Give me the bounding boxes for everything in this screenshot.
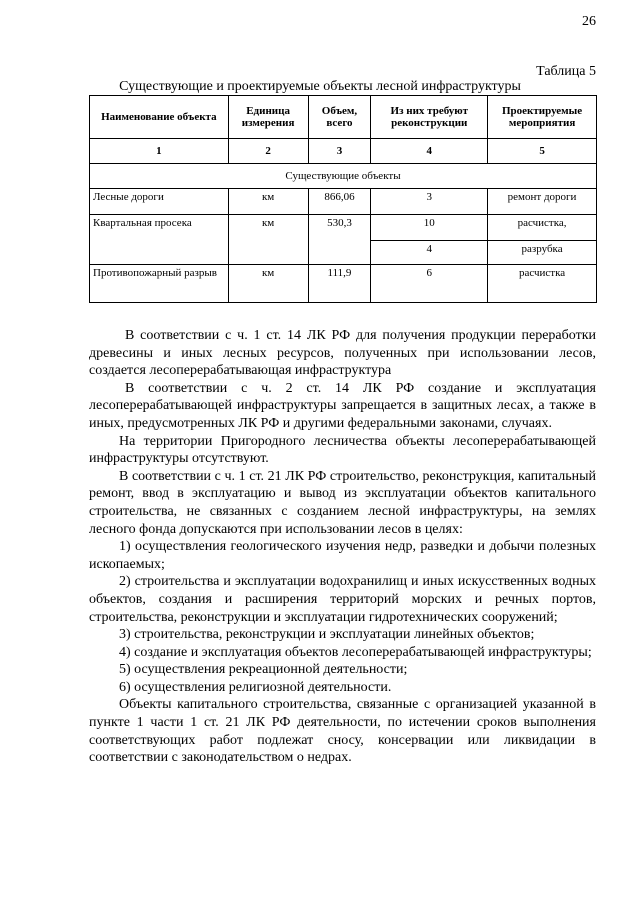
row-reconstruct: 4 [371, 241, 488, 265]
list-item: 4) создание и эксплуатация объектов лесоперерабатывающей инфраструктуры; [119, 644, 592, 660]
infrastructure-table [89, 95, 597, 303]
row-name: Квартальная просека [90, 215, 229, 265]
list-item: 5) осуществления рекреационной деятельности; [119, 662, 408, 678]
header-measures: Проектируемые мероприятия [488, 96, 597, 139]
paragraph: В соответствии с ч. 2 ст. 14 ЛК РФ создание и эксплуатация лесоперерабатывающей инфраструктуры запрещается в защитных лесах, а также в иных, предусмотренных ЛК РФ и другими федеральными законами, случаях. [89, 380, 596, 431]
row-volume: 111,9 [308, 265, 371, 303]
list-item: 2) строительства и эксплуатации водохранилищ и иных искусственных водных объектов, создания и расширения территорий морских и речных портов, строительства, реконструкции и эксплуатации гидротехнических сооружений; [89, 574, 596, 625]
header-name: Наименование объекта [90, 96, 229, 139]
table-label: Таблица 5 [536, 64, 596, 79]
row-name: Противопожарный разрыв [90, 265, 229, 303]
list-item: 3) строительства, реконструкции и эксплуатации линейных объектов; [119, 627, 535, 643]
page-number: 26 [582, 14, 596, 29]
table-title: Существующие и проектируемые объекты лесной инфраструктуры [119, 79, 521, 94]
section-row [90, 164, 597, 189]
paragraph: В соответствии с ч. 1 ст. 14 ЛК РФ для получения продукции переработки древесины и иных лесных ресурсов, полученных при использовании лесов, создается лесоперерабатывающая инфраструктура [89, 328, 596, 379]
row-measures: расчистка [488, 265, 597, 303]
row-unit: км [228, 265, 308, 303]
row-volume: 530,3 [308, 215, 371, 265]
paragraph: Объекты капитального строительства, связанные с организацией указанной в пункте 1 части 1 ст. 21 ЛК РФ деятельности, по истечении сроков выполнения соответствующих работ подлежат сносу, консервации или ликвидации в соответствии с законодательством о недрах. [89, 697, 596, 766]
table-row [90, 265, 597, 303]
row-name: Лесные дороги [90, 189, 229, 215]
row-measures: разрубка [488, 241, 597, 265]
row-reconstruct: 3 [371, 189, 488, 215]
table-row [90, 215, 597, 241]
column-number: 2 [228, 139, 308, 164]
paragraph: В соответствии с ч. 1 ст. 21 ЛК РФ строительство, реконструкция, капитальный ремонт, ввод в эксплуатацию и вывод из эксплуатации объектов капитального строительства, не связанных с созданием лесной инфраструктуры, на землях лесного фонда допускаются при использовании лесов в целях: [89, 468, 596, 537]
table-row [90, 189, 597, 215]
list-item: 6) осуществления религиозной деятельности. [119, 679, 392, 695]
column-number-row [90, 139, 597, 164]
column-number: 5 [488, 139, 597, 164]
table-header-row [90, 96, 597, 139]
body-text [89, 327, 596, 767]
row-unit: км [228, 189, 308, 215]
row-measures: расчистка, [488, 215, 597, 241]
row-volume: 866,06 [308, 189, 371, 215]
row-unit: км [228, 215, 308, 265]
column-number: 4 [371, 139, 488, 164]
row-reconstruct: 10 [371, 215, 488, 241]
header-reconstruct: Из них требуют реконструкции [371, 96, 488, 139]
column-number: 3 [308, 139, 371, 164]
header-unit: Единица измерения [228, 96, 308, 139]
section-title: Существующие объекты [90, 164, 597, 189]
column-number: 1 [90, 139, 229, 164]
paragraph: На территории Пригородного лесничества объекты лесоперерабатывающей инфраструктуры отсутствуют. [89, 433, 596, 467]
row-measures: ремонт дороги [488, 189, 597, 215]
header-volume: Объем, всего [308, 96, 371, 139]
row-reconstruct: 6 [371, 265, 488, 303]
list-item: 1) осуществления геологического изучения недр, разведки и добычи полезных ископаемых; [89, 539, 596, 572]
